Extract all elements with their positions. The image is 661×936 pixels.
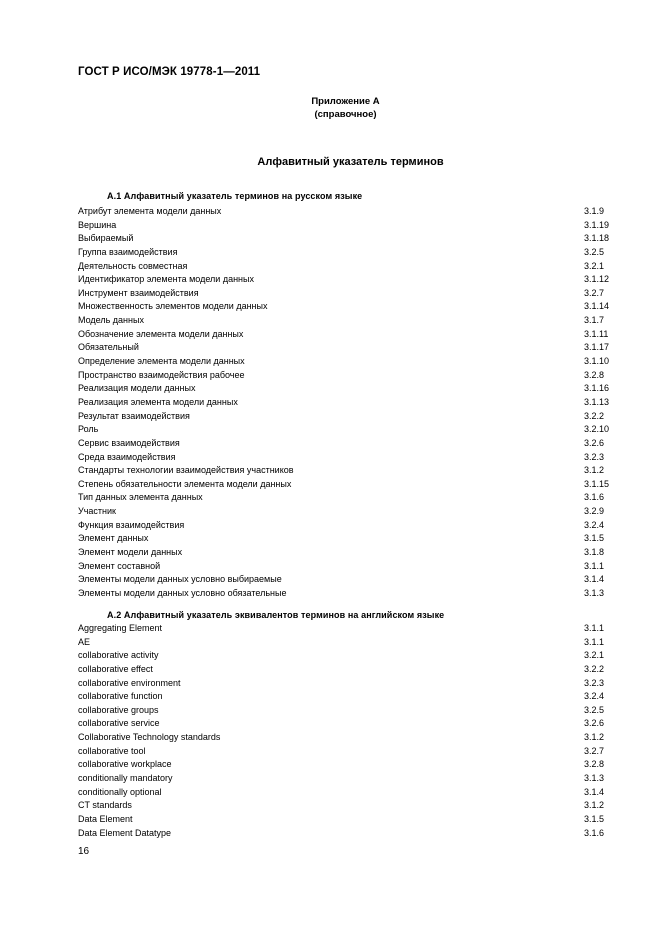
index-entry xyxy=(78,369,608,383)
index-reference: 3.2.2 xyxy=(584,410,605,421)
index-entry xyxy=(78,205,608,219)
index-reference: 3.1.12 xyxy=(584,274,610,285)
index-term: Collaborative Technology standards xyxy=(78,732,221,743)
index-term: Степень обязательности элемента модели данных xyxy=(78,478,292,489)
index-reference: 3.2.6 xyxy=(584,437,605,448)
index-entry xyxy=(78,677,608,691)
index-reference: 3.1.6 xyxy=(584,492,605,503)
index-reference: 3.1.3 xyxy=(584,773,605,784)
index-reference: 3.1.17 xyxy=(584,342,610,353)
index-entry xyxy=(78,786,608,800)
index-reference: 3.1.5 xyxy=(584,813,605,824)
index-term: Элементы модели данных условно обязательные xyxy=(78,587,287,598)
index-term: Роль xyxy=(78,424,99,435)
index-reference: 3.2.8 xyxy=(584,759,605,770)
index-term: CT standards xyxy=(78,800,132,811)
index-reference: 3.2.6 xyxy=(584,718,605,729)
index-entry xyxy=(78,505,608,519)
index-term: Тип данных элемента данных xyxy=(78,492,203,503)
section-heading-russian: А.1 Алфавитный указатель терминов на русском языке xyxy=(107,191,363,201)
index-term: Определение элемента модели данных xyxy=(78,356,245,367)
index-entry xyxy=(78,314,608,328)
index-term: Пространство взаимодействия рабочее xyxy=(78,369,245,380)
index-reference: 3.2.7 xyxy=(584,287,605,298)
index-term: conditionally mandatory xyxy=(78,773,173,784)
index-reference: 3.2.4 xyxy=(584,519,605,530)
index-entry xyxy=(78,731,608,745)
index-reference: 3.1.1 xyxy=(584,560,605,571)
index-term: Реализация модели данных xyxy=(78,383,196,394)
appendix-status: (справочное) xyxy=(314,108,377,120)
index-entry xyxy=(78,491,608,505)
index-term: Элемент составной xyxy=(78,560,161,571)
index-term: Группа взаимодействия xyxy=(78,246,178,257)
index-reference: 3.1.4 xyxy=(584,574,605,585)
index-reference: 3.1.11 xyxy=(584,328,609,339)
index-reference: 3.1.14 xyxy=(584,301,610,312)
index-term: Сервис взаимодействия xyxy=(78,437,180,448)
english-terms-list xyxy=(78,622,608,840)
index-term: Инструмент взаимодействия xyxy=(78,287,199,298)
index-term: collaborative tool xyxy=(78,745,146,756)
index-entry xyxy=(78,396,608,410)
index-entry xyxy=(78,772,608,786)
index-entry xyxy=(78,287,608,301)
index-reference: 3.1.13 xyxy=(584,396,610,407)
index-reference: 3.1.16 xyxy=(584,383,610,394)
index-entry xyxy=(78,300,608,314)
index-term: collaborative workplace xyxy=(78,759,172,770)
index-reference: 3.2.7 xyxy=(584,745,605,756)
index-entry xyxy=(78,622,608,636)
index-entry xyxy=(78,451,608,465)
index-entry xyxy=(78,636,608,650)
index-reference: 3.2.3 xyxy=(584,677,605,688)
index-entry xyxy=(78,573,608,587)
index-term: Атрибут элемента модели данных xyxy=(78,206,222,216)
index-reference: 3.2.10 xyxy=(584,424,610,435)
index-entry xyxy=(78,410,608,424)
standard-header: ГОСТ Р ИСО/МЭК 19778-1—2011 xyxy=(78,66,261,78)
index-term: Вершина xyxy=(78,219,117,230)
index-reference: 3.2.1 xyxy=(584,650,605,661)
russian-terms-list xyxy=(78,205,608,601)
index-term: AE xyxy=(78,636,91,647)
index-reference: 3.1.4 xyxy=(584,786,605,797)
index-entry xyxy=(78,663,608,677)
index-entry xyxy=(78,232,608,246)
index-entry xyxy=(78,758,608,772)
index-entry xyxy=(78,649,608,663)
index-term: Модель данных xyxy=(78,315,144,326)
index-entry xyxy=(78,813,608,827)
appendix-title: Приложение А xyxy=(311,96,380,107)
index-reference: 3.1.3 xyxy=(584,587,605,598)
index-term: Элемент модели данных xyxy=(78,547,183,558)
index-reference: 3.2.5 xyxy=(584,246,605,257)
index-entry xyxy=(78,519,608,533)
index-reference: 3.2.4 xyxy=(584,691,605,702)
index-reference: 3.1.9 xyxy=(584,206,605,216)
section-heading-english: А.2 Алфавитный указатель эквивалентов терминов на английском языке xyxy=(107,610,445,620)
index-reference: 3.1.1 xyxy=(584,636,605,647)
index-entry xyxy=(78,560,608,574)
index-reference: 3.1.2 xyxy=(584,465,605,476)
index-entry xyxy=(78,273,608,287)
index-term: Участник xyxy=(78,506,116,517)
index-reference: 3.1.2 xyxy=(584,732,605,743)
index-term: Результат взаимодействия xyxy=(78,410,190,421)
index-term: collaborative service xyxy=(78,718,160,729)
index-entry xyxy=(78,219,608,233)
index-term: Стандарты технологии взаимодействия участников xyxy=(78,465,294,476)
index-term: collaborative environment xyxy=(78,677,181,688)
index-reference: 3.1.1 xyxy=(584,623,605,633)
index-reference: 3.1.19 xyxy=(584,219,610,230)
index-reference: 3.2.9 xyxy=(584,506,605,517)
index-reference: 3.1.10 xyxy=(584,356,610,367)
index-entry xyxy=(78,246,608,260)
index-entry xyxy=(78,690,608,704)
index-term: Обязательный xyxy=(78,342,139,353)
index-term: Множественность элементов модели данных xyxy=(78,301,268,312)
index-term: Среда взаимодействия xyxy=(78,451,176,462)
index-term: collaborative function xyxy=(78,691,163,702)
index-entry xyxy=(78,355,608,369)
index-reference: 3.1.5 xyxy=(584,533,605,544)
index-term: collaborative groups xyxy=(78,704,159,715)
index-reference: 3.1.18 xyxy=(584,233,610,244)
index-entry xyxy=(78,799,608,813)
index-term: Реализация элемента модели данных xyxy=(78,396,238,407)
index-entry xyxy=(78,464,608,478)
index-term: Data Element Datatype xyxy=(78,827,172,838)
index-reference: 3.1.7 xyxy=(584,315,605,326)
index-term: collaborative activity xyxy=(78,650,159,661)
index-reference: 3.1.6 xyxy=(584,827,605,838)
index-term: Элементы модели данных условно выбираемые xyxy=(78,574,282,585)
index-entry xyxy=(78,328,608,342)
index-term: Деятельность совместная xyxy=(78,260,188,271)
index-reference: 3.1.8 xyxy=(584,547,605,558)
index-reference: 3.2.2 xyxy=(584,663,605,674)
index-term: Выбираемый xyxy=(78,233,134,244)
index-term: Функция взаимодействия xyxy=(78,519,185,530)
index-reference: 3.2.1 xyxy=(584,260,605,271)
index-entry xyxy=(78,546,608,560)
index-entry xyxy=(78,532,608,546)
index-reference: 3.1.2 xyxy=(584,800,605,811)
index-term: Data Element xyxy=(78,813,133,824)
index-reference: 3.2.5 xyxy=(584,704,605,715)
index-entry xyxy=(78,717,608,731)
index-reference: 3.1.15 xyxy=(584,478,610,489)
index-term: Обозначение элемента модели данных xyxy=(78,328,244,339)
index-entry xyxy=(78,423,608,437)
index-entry xyxy=(78,587,608,601)
index-reference: 3.2.8 xyxy=(584,369,605,380)
page-title: Алфавитный указатель терминов xyxy=(257,156,444,168)
index-entry xyxy=(78,437,608,451)
index-entry xyxy=(78,382,608,396)
index-term: Aggregating Element xyxy=(78,623,163,633)
index-entry xyxy=(78,704,608,718)
page-number: 16 xyxy=(78,846,90,857)
index-entry xyxy=(78,478,608,492)
index-entry xyxy=(78,341,608,355)
index-term: Идентификатор элемента модели данных xyxy=(78,274,254,285)
index-reference: 3.2.3 xyxy=(584,451,605,462)
appendix-label xyxy=(0,96,661,121)
index-entry xyxy=(78,827,608,841)
index-term: conditionally optional xyxy=(78,786,162,797)
index-term: collaborative effect xyxy=(78,663,153,674)
index-entry xyxy=(78,745,608,759)
index-term: Элемент данных xyxy=(78,533,149,544)
index-entry xyxy=(78,260,608,274)
